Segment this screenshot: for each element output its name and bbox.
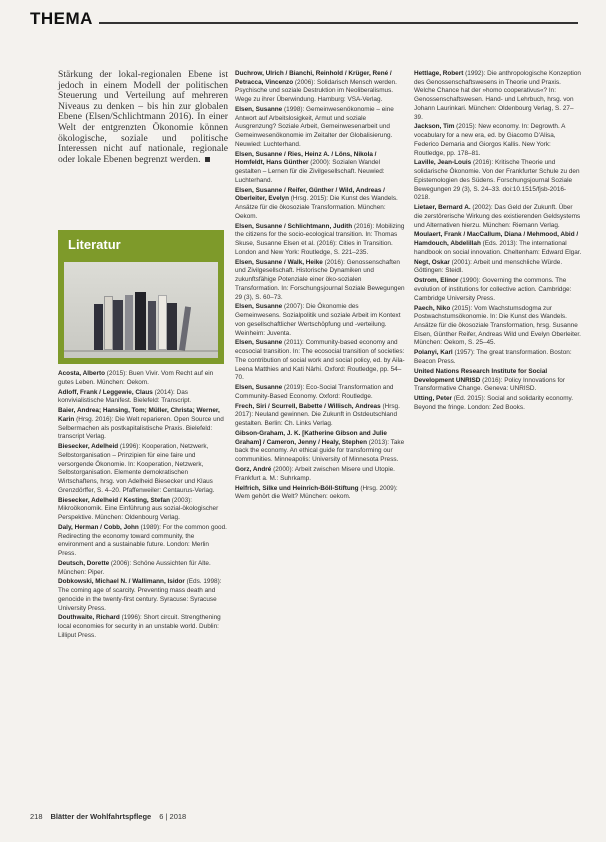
reference-details: (2002): Das Geld der Zukunft. Über die zerstörerische Wirkung des existierenden Geldsystems und Alternativen hierzu. München: Riemann Verlag. [414,204,581,229]
page-header [30,8,578,30]
reference-details: (2011): Community-based economy and ecosocial transition. In: The ecosocial transition of societies: The contribution of social work and social policy, ed. by Aila-Leena Matthies and Kati Närhi. Oxford: Routledge, pp. 54–70. [235,339,405,382]
reference-details: (2000): Arbeit zwischen Misere und Utopie. Frankfurt a. M.: Suhrkamp. [235,466,395,482]
book-icon [113,300,123,350]
reference-details: (2016): Kritische Theorie und solidarische Ökonomie. Von der Frankfurter Schule zu den Epistemologien des Südens. Forschungsjournal Soziale Bewegungen 29 (3), S. 24–33. doi:10.1515/fjsb-2016-0218. [414,159,580,202]
reference-details: (1990): Governing the commons. The evolution of institutions for collective action. Cambridge: Cambridge University Press. [414,277,572,302]
reference-author: Douthwaite, Richard [58,614,120,622]
reference-entry [235,259,405,303]
reference-details: (2013): Take back the economy. An ethical guide for transforming our communities. Minneapolis: University of Minnesota Press. [235,438,405,464]
reference-details: (2014): Das konvivialistische Manifest. Bielefeld: Transcript. [58,388,192,405]
reference-entry [235,106,405,150]
reference-author: Dobkowski, Michael N. / Wallimann, Isidor [58,578,185,586]
reference-details: (1989): For the common good. Redirecting the economy toward community, the environment and a sustainable future. London: Merlin Press. [58,523,227,557]
reference-entry [235,339,405,383]
book-icon [94,304,103,350]
reference-author: United Nations Research Institute for Social Development UNRISD [414,367,548,384]
reference-details: (2000): Sozialen Wandel gestalten – Lernen für die Zivilgesellschaft. Neuwied: Luchterhand. [235,159,385,184]
reference-details: (2016): Genossenschaften und Zivilgesellschaft. Historische Dynamiken und zukunftsfähige Potenziale einer öko-sozialen Transformation. In: Forschungsjournal Soziale Bewegungen 29 (3), S. 60–73. [235,258,405,301]
reference-entry [235,70,405,105]
reference-details: (Hrsg. 2016): Die Welt reparieren. Open Source und Selbermachen als postkapitalistische Praxis. Bielefeld: transcript Verlag. [58,415,224,441]
reference-entry [414,368,582,394]
books-photo [64,262,218,358]
reference-entry [58,443,228,495]
section-title: THEMA [30,9,93,28]
reference-entry [235,466,405,483]
reference-author: Ostrom, Elinor [414,277,459,285]
reference-details: (1992): Die anthropologische Konzeption des Genossenschaftswesens in Theorie und Praxis. Welche Chance hat der »homo cooperativus«? In: Genossenschaftswesen. Hand- und Lehrbuch, hrsg. von Johann Laurinkari. München: Oldenbourg Verlag, S. 27–39. [414,70,581,121]
references-column-2 [235,70,405,503]
reference-details: (2006): Solidarisch Mensch werden. Psychische und soziale Destruktion im Neoliberalismus. Wege zu ihrer Überwindung. Hamburg: VSA-Verlag. [235,78,397,104]
reference-author: Baier, Andrea; Hansing, Tom; Müller, Christa; Werner, Karin [58,407,220,423]
reference-details: (2015): New economy. In: Degrowth. A vocabulary for a new era, ed. by Giacomo D'Alisa, Federico Demaria and Giorgos Kallis. New York: Routledge, pp. 178–81. [414,123,566,157]
reference-details: (1996): Kooperation, Netzwerk, Selbstorganisation – Prinzipien für eine faire und versorgende Ökonomie. In: Kooperation, Netzwerk, Selbstorganisation. Elemente demokratischen Wirtschaftens, hrsg. von Adelheid Biesecker und Klaus Grenzdörffer, S. 4–20. Pfaffenweiler: Centaurus-Verlag. [58,443,215,494]
reference-entry [414,305,582,349]
references-column-3 [414,70,582,414]
reference-entry [235,485,405,502]
book-icon [104,296,113,350]
reference-author: Helfrich, Silke und Heinrich-Böll-Stiftung [235,484,359,492]
reference-author: Gibson-Graham, J. K. [Katherine Gibson and Julie Graham] / Cameron, Jenny / Healy, Stephen [235,430,387,446]
reference-entry [58,389,228,406]
reference-entry [414,159,582,203]
book-icon [167,303,177,350]
reference-details: (1998): Gemeinwesenökonomie – eine Antwort auf Arbeitslosigkeit, Armut und soziale Ausgrenzung? Soziale Arbeit, Gemeinwesenarbeit und Gemeinwesenökonomie im Zeitalter der Globalisierung. Neuwied: Luchterhand. [235,106,394,148]
reference-entry [235,303,405,338]
reference-entry [58,614,228,640]
reference-author: Daly, Herman / Cobb, John [58,523,139,531]
reference-entry [414,395,582,412]
column-1 [58,70,228,165]
reference-details: (Ed. 2015): Social and solidarity economy. Beyond the fringe. London: Zed Books. [414,395,574,411]
reference-author: Deutsch, Dorette [58,559,110,567]
reference-details: (2015): Buen Vivir. Vom Recht auf ein gutes Leben. München: Oekom. [58,370,214,386]
book-icon [125,295,133,350]
book-icon [158,295,167,350]
reference-entry [235,403,405,429]
reference-author: Moulaert, Frank / MacCallum, Diana / Mehmood, Abid / Hamdouch, Abdelillah [414,231,579,248]
issue-number: 6 | 2018 [159,812,187,821]
reference-author: Elsen, Susanne [235,303,283,311]
reference-author: Frech, Siri / Scurrell, Babette / Willisch, Andreas [235,402,381,410]
book-icon [179,306,191,350]
reference-author: Laville, Jean-Louis [414,159,472,167]
reference-author: Biesecker, Adelheid [58,443,119,451]
reference-details: (1996): Short circuit. Strengthening local economies for security in an unstable world. Dublin: Lilliput Press. [58,614,221,639]
reference-author: Hettlage, Robert [414,70,464,77]
reference-details: (Eds. 2013): The international handbook on social innovation. Cheltenham: Edward Elgar. [414,240,582,256]
reference-details: (2016): Mobilizing the citizens for the socio-ecological transition. In: Thomas Skuse, Susanne Elsen et al. (2016): Cities in Transition. London and New York: Routledge, S. 221–235. [235,222,405,256]
book-icon [135,292,146,350]
literature-title: Literatur [68,237,121,252]
reference-author: Elsen, Susanne / Walk, Heike [235,258,323,266]
reference-details: (1957): The great transformation. Boston: Beacon Press. [414,349,572,365]
reference-details: (2006): Schöne Aussichten für Alte. München: Piper. [58,559,211,576]
reference-author: Elsen, Susanne [235,384,283,392]
reference-details: (Eds. 1998): The coming age of scarcity. Preventing mass death and genocide in the twenty-first century. Syracuse: Syracuse University Press. [58,578,222,612]
reference-author: Jackson, Tim [414,123,455,131]
reference-author: Elsen, Susanne / Ries, Heinz A. / Löns, Nikola / Homfeldt, Hans Günther [235,150,377,167]
reference-details: (Hrsg. 2015): Die Kunst des Wandels. Ansätze für die ökosoziale Transformation. München: Oekom. [235,195,398,220]
reference-author: Elsen, Susanne / Schlichtmann, Judith [235,222,353,230]
literature-box [58,230,224,364]
reference-author: Elsen, Susanne [235,339,283,347]
reference-entry [58,578,228,613]
reference-entry [58,497,228,523]
reference-entry [235,151,405,186]
references-column-1 [58,370,228,642]
reference-entry [58,524,228,559]
reference-author: Duchrow, Ulrich / Bianchi, Reinhold / Krüger, René / Petracca, Vincenzo [235,70,392,86]
end-mark-icon [205,157,210,162]
page-footer [30,812,186,821]
reference-entry [235,187,405,222]
reference-details: (Hrsg. 2017): Neuland gewinnen. Die Zukunft in Ostdeutschland gestalten. Berlin: Ch. Links Verlag. [235,402,400,428]
header-rule [99,22,578,24]
journal-name: Blätter der Wohlfahrtspflege [50,812,152,821]
reference-entry [414,204,582,230]
reference-entry [414,231,582,257]
page-number: 218 [30,812,43,821]
reference-entry [58,407,228,442]
reference-entry [414,259,582,276]
reference-author: Acosta, Alberto [58,370,105,377]
reference-author: Lietaer, Bernard A. [414,204,471,212]
reference-entry [414,70,582,122]
reference-author: Elsen, Susanne / Reifer, Günther / Wild, Andreas / Oberleiter, Evelyn [235,186,385,203]
book-icon [148,301,156,350]
reference-author: Adloff, Frank / Leggewie, Claus [58,388,153,396]
reference-details: (Hrsg. 2009): Wem gehört die Welt? München: oekom. [235,484,398,501]
reference-entry [235,384,405,401]
reference-entry [414,123,582,158]
reference-entry [235,430,405,465]
reference-entry [414,349,582,366]
reference-author: Paech, Niko [414,304,451,312]
reference-author: Biesecker, Adelheid / Kesting, Stefan [58,496,170,504]
reference-entry [414,277,582,303]
reference-details: (2001): Arbeit und menschliche Würde. Göttingen: Steidl. [414,258,563,275]
reference-details: (2016): Policy Innovations for Transformative Change. Geneva: UNRISD. [414,376,565,393]
reference-entry [235,223,405,258]
reference-details: (2015): Vom Wachstumsdogma zur Postwachstumsökonomie. In: Die Kunst des Wandels. Ansätze für die ökosoziale Transformation, hrsg. Susanne Elsen, Günther Reifer, Andreas Wild und Evelyn Oberleiter. München: Oekom, S. 25–45. [414,304,581,347]
reference-author: Negt, Oskar [414,258,450,266]
intro-paragraph: Stärkung der lokal-regionalen Ebene ist jedoch in einem Modell der politischen Steuerung und Verteilung auf mehreren Niveaus zu denken – bis hin zur globalen Ebene (Elsen/Schlichtmann 2016). In einer Welt der entgrenzten Ökonomie können ökologische, soziale und politische Interessen nicht auf nationale, regionale oder lokale Ebenen begrenzt werden. [58,69,228,165]
reference-details: (2019): Eco-Social Transformation and Community-Based Economy. Oxford: Routledge. [235,384,394,400]
reference-author: Utting, Peter [414,395,452,403]
reference-details: (2003): Mikroökonomik. Eine Einführung aus sozial-ökologischer Perspektive. München: Oldenbourg Verlag. [58,496,219,521]
reference-author: Polanyi, Karl [414,349,453,357]
reference-author: Elsen, Susanne [235,106,283,113]
reference-entry [58,370,228,387]
reference-entry [58,560,228,577]
reference-author: Gorz, André [235,466,272,473]
reference-details: (2007): Die Ökonomie des Gemeinwesens. Sozialpolitik und soziale Arbeit im Kontext von gesellschaftlicher Wertschöpfung und -verteilung. Weinheim: Juventa. [235,303,401,337]
